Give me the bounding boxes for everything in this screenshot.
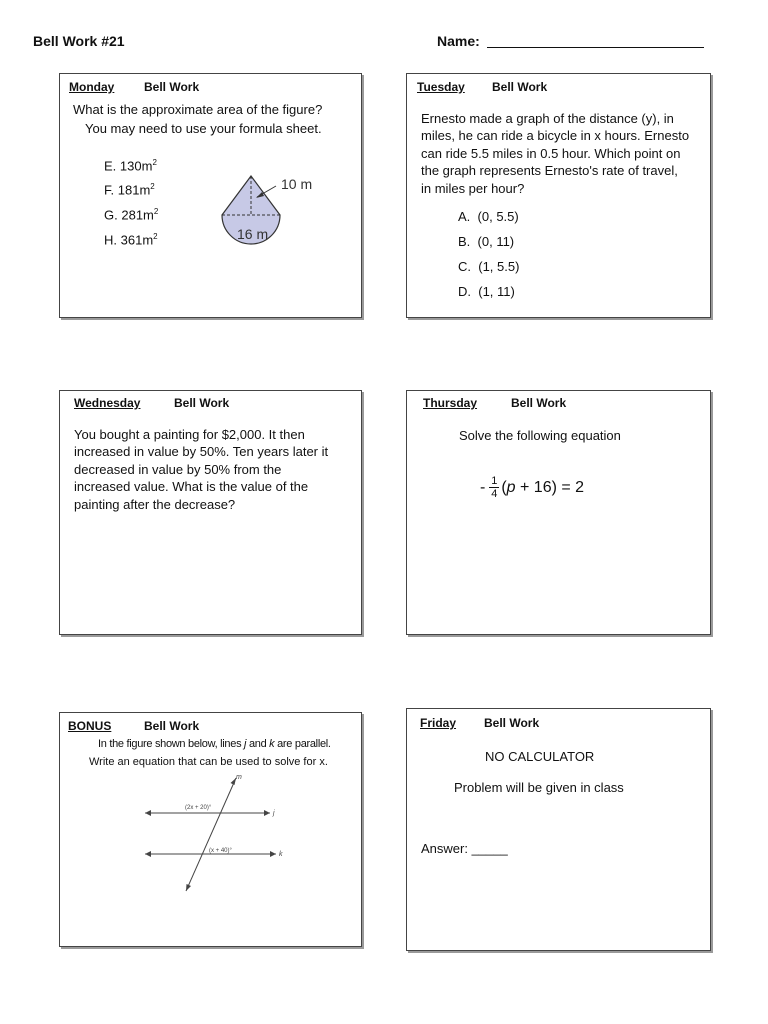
name-field-line[interactable]	[487, 47, 704, 48]
angle-2-label: (x + 40)°	[209, 848, 232, 854]
wednesday-question-line-4: increased value. What is the value of the	[74, 479, 309, 494]
tuesday-option-a: A. (0, 5.5)	[458, 209, 519, 224]
tuesday-option-d: D. (1, 11)	[458, 284, 515, 299]
no-calculator-note: NO CALCULATOR	[485, 749, 595, 764]
angle-1-label: (2x + 20)°	[185, 805, 212, 811]
tuesday-day-label: Tuesday	[417, 80, 465, 94]
monday-question-line-1: What is the approximate area of the figure?	[73, 102, 323, 117]
tuesday-question-line-2: miles, he can ride a bicycle in x hours. Ernesto	[421, 128, 690, 143]
friday-bellwork-label: Bell Work	[484, 716, 540, 730]
monday-option-g: G. $281m^2$	[104, 207, 159, 223]
wednesday-day-label: Wednesday	[74, 396, 141, 410]
line-j-label: j	[273, 810, 275, 817]
bonus-bellwork-label: Bell Work	[144, 719, 200, 733]
wednesday-question-line-5: painting after the decrease?	[74, 497, 236, 512]
wednesday-question-line-2: increased in value by 50%. Ten years later it	[74, 444, 329, 459]
tuesday-bellwork-label: Bell Work	[492, 80, 548, 94]
bonus-instruction-line-2: Write an equation that can be used to solve for x.	[89, 756, 328, 768]
thursday-bellwork-label: Bell Work	[511, 396, 567, 410]
wednesday-card	[59, 390, 362, 635]
thursday-prompt: Solve the following equation	[459, 428, 621, 443]
parallel-lines-figure	[140, 773, 290, 898]
line-m-label: m	[236, 774, 242, 781]
bonus-instruction-line-1: In the figure shown below, lines j and k are parallel.	[98, 738, 331, 750]
friday-day-label: Friday	[420, 716, 457, 730]
wednesday-question-line-3: decreased in value by 50% from the	[74, 462, 282, 477]
radius-label: 10 m	[281, 176, 313, 192]
teardrop-figure	[210, 172, 330, 256]
tuesday-question-line-4: the graph represents Ernesto's rate of travel,	[421, 163, 678, 178]
name-label: Name:	[437, 33, 480, 49]
line-k-label: k	[279, 851, 283, 858]
friday-card	[406, 708, 711, 951]
monday-card	[59, 73, 362, 318]
wednesday-bellwork-label: Bell Work	[174, 396, 230, 410]
fraction-numerator: 1	[491, 475, 498, 487]
tuesday-card	[406, 73, 711, 318]
bonus-card	[59, 712, 362, 947]
monday-bellwork-label: Bell Work	[144, 80, 200, 94]
bonus-label: BONUS	[68, 719, 112, 733]
worksheet-title: Bell Work #21	[33, 33, 125, 49]
monday-option-f: F. $181m^2$	[104, 182, 155, 198]
problem-given-note: Problem will be given in class	[454, 780, 624, 795]
monday-question-line-2: You may need to use your formula sheet.	[85, 121, 322, 136]
wednesday-question-line-1: You bought a painting for $2,000. It then	[74, 427, 305, 442]
fraction-denominator: 4	[491, 488, 498, 500]
tuesday-option-b: B. (0, 11)	[458, 234, 515, 249]
tuesday-question-line-1: Ernesto made a graph of the distance (y), in	[421, 111, 674, 126]
tuesday-question-line-5: in miles per hour?	[421, 181, 525, 196]
tuesday-option-c: C. (1, 5.5)	[458, 259, 520, 274]
diameter-label: 16 m	[237, 226, 269, 242]
monday-option-e: E. $130m^2$	[104, 158, 157, 174]
monday-day-label: Monday	[69, 80, 115, 94]
answer-field[interactable]: Answer: _____	[421, 841, 508, 856]
thursday-day-label: Thursday	[423, 396, 478, 410]
thursday-equation: - 1 4 ( p + 16) = 2	[480, 475, 585, 500]
tuesday-question-line-3: can ride 5.5 miles in 0.5 hour. Which point on	[421, 146, 681, 161]
thursday-card	[406, 390, 711, 635]
monday-option-h: H. $361m^2$	[104, 232, 158, 248]
